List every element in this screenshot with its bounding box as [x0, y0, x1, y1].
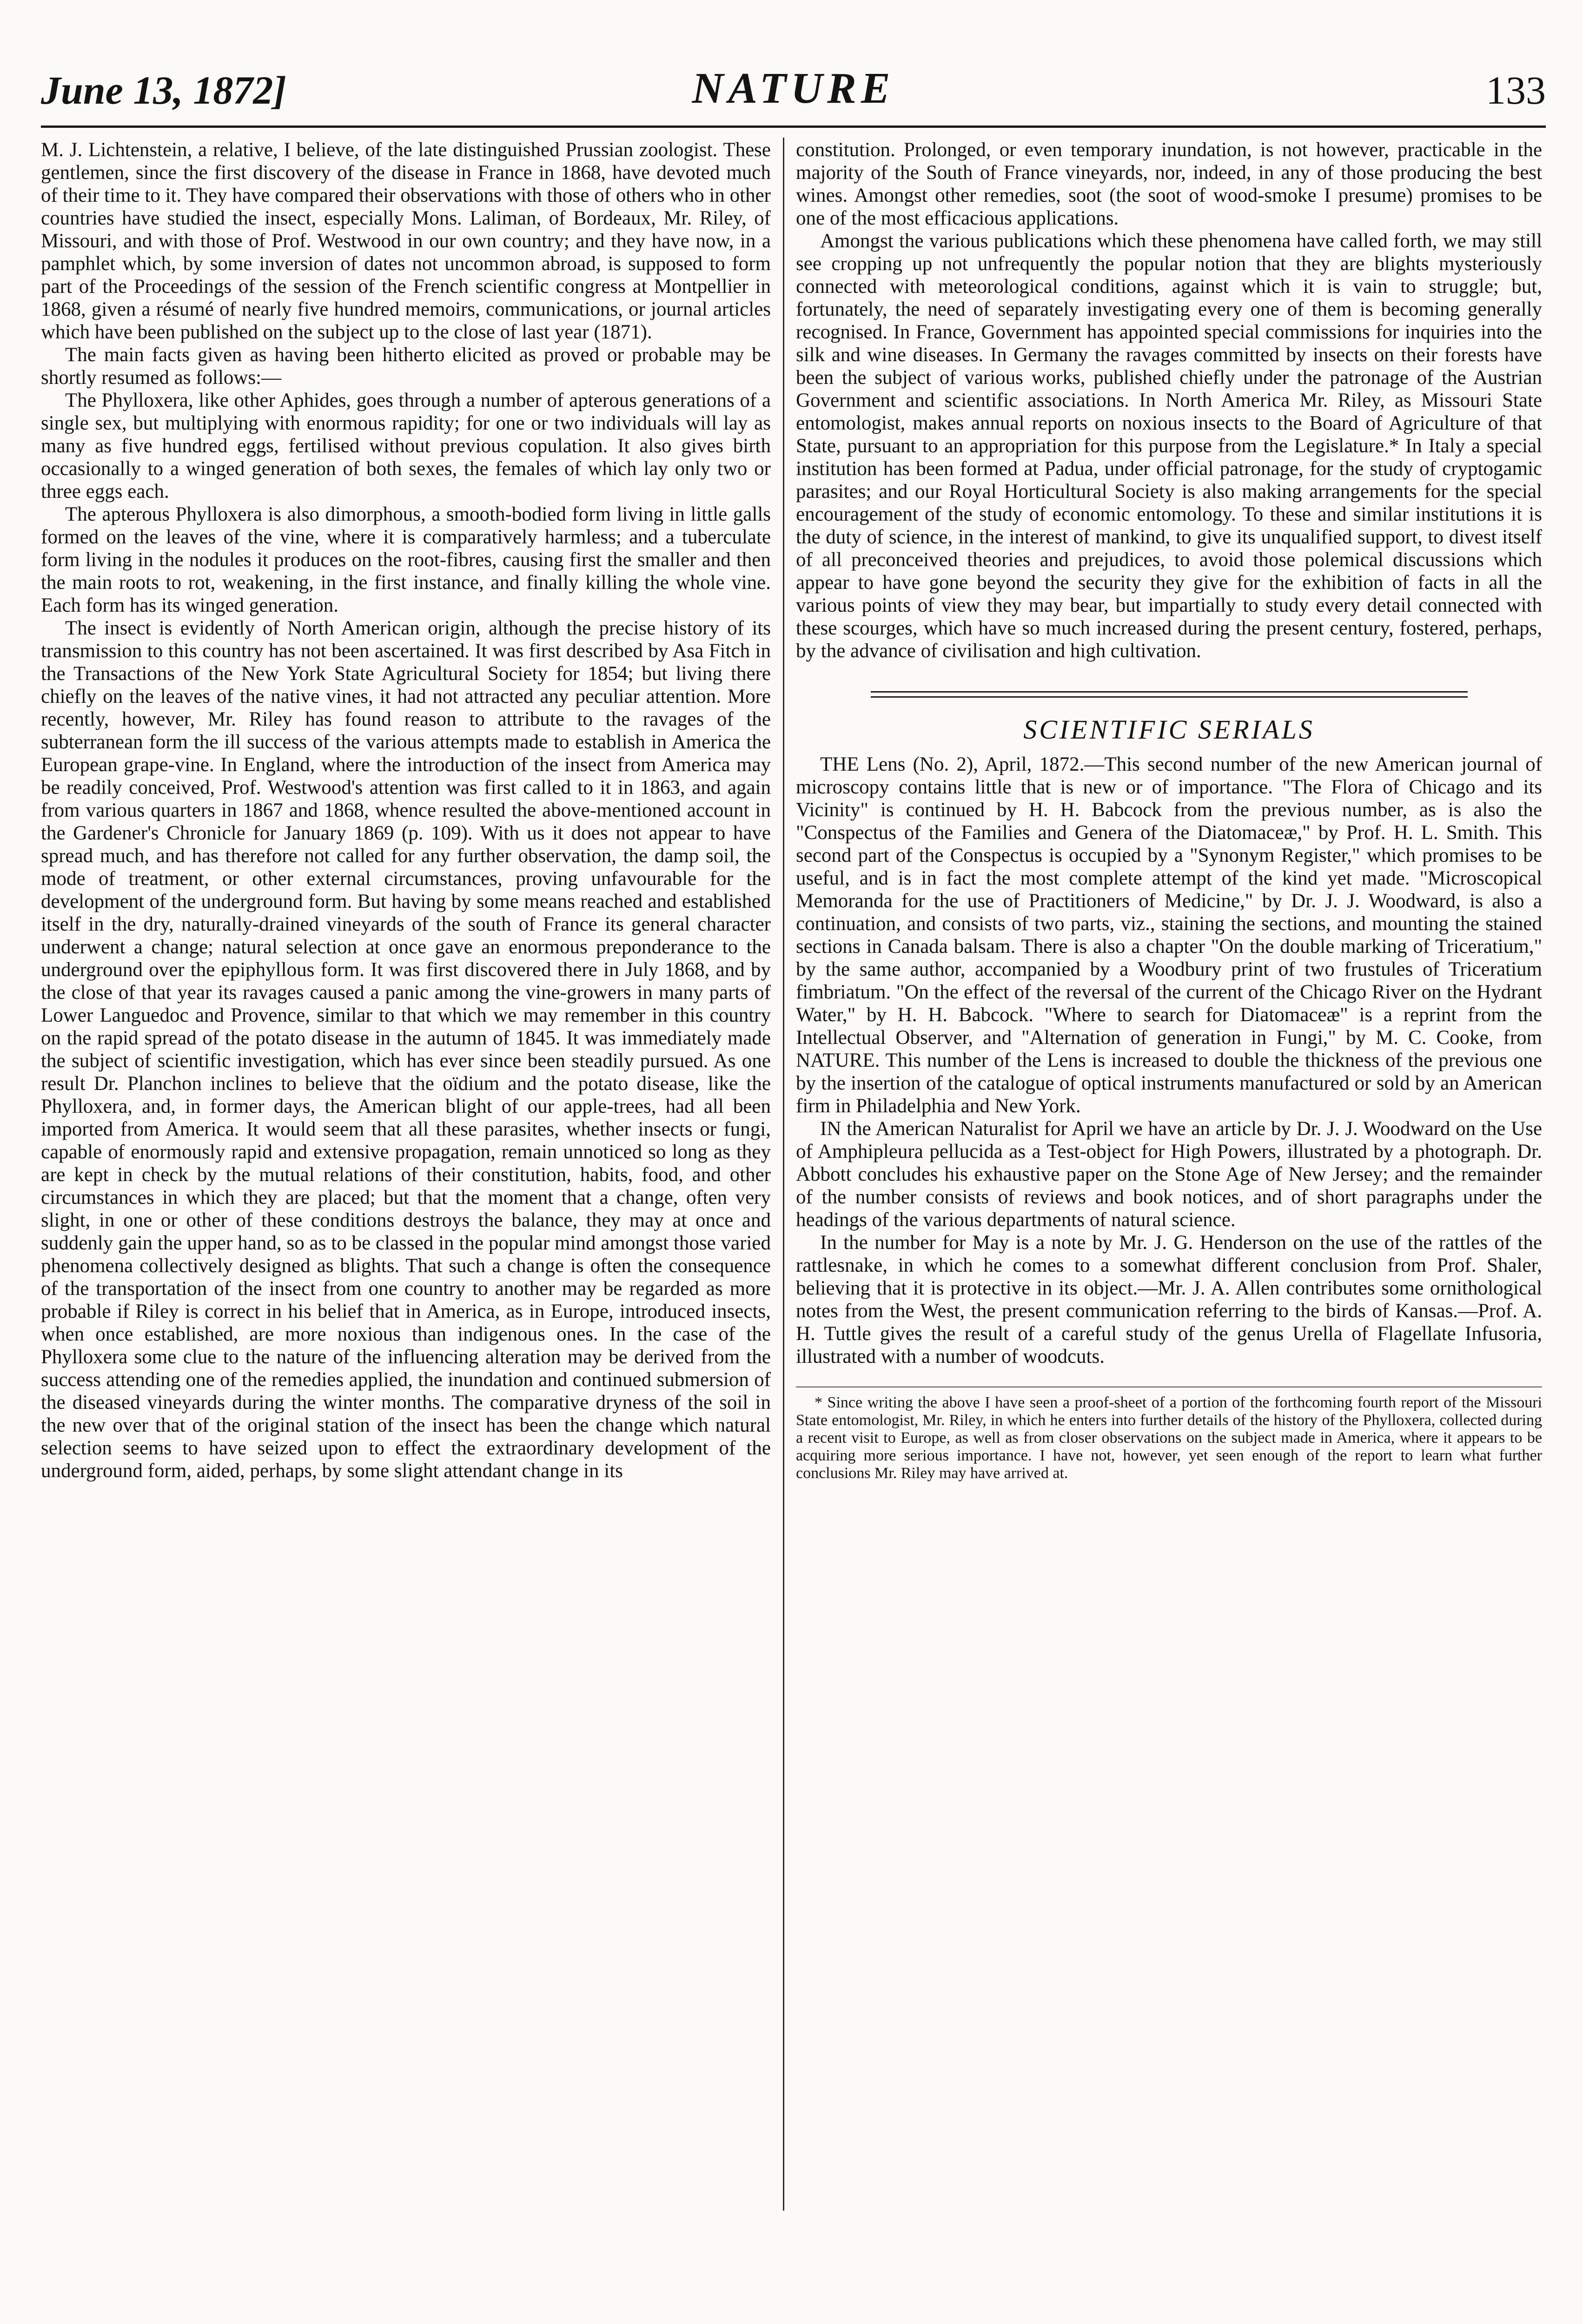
paragraph: The insect is evidently of North American origin, although the precise history of its transmission to this country has not been ascertained. It was first described by Asa Fitch in the Transactions of the New York State Agricultural Society for 1854; but living there chiefly on the leaves of the native vines, it had not attracted any peculiar attention. More recently, however, Mr. Riley has found reason to attribute to the ravages of the subterranean form the ill success of the various attempts made to establish in America the European grape-vine. In England, where the introduction of the insect from America may be readily conceived, Prof. Westwood's attention was first called to it in 1863, and again from various quarters in 1867 and 1868, whence resulted the above-mentioned account in the Gardener's Chronicle for January 1869 (p. 109). With us it does not appear to have spread much, and has therefore not called for any further observation, the damp soil, the mode of treatment, or other external circumstances, proving unfavourable for the development of the underground form. But having by some means reached and established itself in the dry, naturally-drained vineyards of the south of France its general character underwent a change; natural selection at once gave an enormous preponderance to the underground over the epiphyllous form. It was first discovered there in July 1868, and by the close of that year its ravages caused a panic among the vine-growers in many parts of Lower Languedoc and Provence, similar to that which we may remember in this country on the rapid spread of the potato disease in the autumn of 1845. It was immediately made the subject of scientific investigation, which has ever since been steadily pursued. As one result Dr. Planchon inclines to believe that the oïdium and the potato disease, like the Phylloxera, and, in former days, the American blight of our apple-trees, had all been imported from America. It would seem that all these parasites, whether insects or fungi, capable of enormously rapid and extensive propagation, remain unnoticed so long as they are kept in check by the mutual relations of their constitution, habits, food, and other circumstances in which they are placed; but that the moment that a change, often very slight, in one or other of these conditions destroys the balance, they may at once and suddenly gain the upper hand, so as to be classed in the popular mind amongst those varied phenomena collectively designed as blights. That such a change is often the consequence of the transportation of the insect from one country to another may be regarded as more probable if Riley is correct in his belief that in America, as in Europe, introduced insects, when once established, are more noxious than indigenous ones. In the case of the Phylloxera some clue to the nature of the influencing alteration may be derived from the success attending one of the remedies applied, the inundation and continued submersion of the diseased vineyards during the winter months. The comparative dryness of the soil in the new over that of the original station of the insect has been the change which natural selection seems to have seized upon to effect the extraordinary development of the underground form, aided, perhaps, by some slight attendant change in its — [41, 617, 771, 1482]
paragraph: constitution. Prolonged, or even temporary inundation, is not however, practicable in the majority of the South of France vineyards, nor, indeed, in any of those producing the best wines. Amongst other remedies, soot (the soot of wood-smoke I presume) promises to be one of the most efficacious applications. — [796, 139, 1542, 229]
issue-date: June 13, 1872] — [41, 68, 286, 112]
paragraph: The main facts given as having been hitherto elicited as proved or probable may be shortly resumed as follows:— — [41, 344, 771, 389]
footnote — [796, 1386, 1542, 1482]
left-column — [41, 139, 771, 1482]
paragraph: The apterous Phylloxera is also dimorphous, a smooth-bodied form living in little galls formed on the leaves of the vine, where it is comparatively harmless; and a tuberculate form living in the nodules it produces on the root-fibres, causing first the smaller and then the main roots to rot, weakening, in the first instance, and finally killing the whole vine. Each form has its winged generation. — [41, 503, 771, 616]
paragraph: IN the American Naturalist for April we have an article by Dr. J. J. Woodward on the Use of Amphipleura pellucida as a Test-object for High Powers, illustrated by a photograph. Dr. Abbott concludes his exhaustive paper on the Stone Age of New Jersey; and the remainder of the number consists of reviews and book notices, and of short paragraphs under the headings of the various departments of natural science. — [796, 1118, 1542, 1231]
paragraph: The Phylloxera, like other Aphides, goes through a number of apterous generations of a single sex, but multiplying with enormous rapidity; for one or two individuals will lay as many as five hundred eggs, fertilised without previous copulation. It also gives birth occasionally to a winged generation of both sexes, the females of which lay only two or three eggs each. — [41, 390, 771, 502]
footnote-text: * Since writing the above I have seen a proof-sheet of a portion of the forthcoming fourth report of the Missouri State entomologist, Mr. Riley, in which he enters into further details of the history of the Phylloxera, collected during a recent visit to Europe, as well as from closer observations on the subject made in America, where it appears to be acquiring more serious importance. I have not, however, yet seen enough of the report to learn what further conclusions Mr. Riley may have arrived at. — [796, 1394, 1542, 1482]
paragraph: Amongst the various publications which these phenomena have called forth, we may still see cropping up not unfrequently the popular notion that they are blights mysteriously connected with meteorological conditions, against which it is vain to struggle; but, fortunately, the need of separately investigating every one of them is becoming generally recognised. In France, Government has appointed special commissions for inquiries into the silk and wine diseases. In Germany the ravages committed by insects on their forests have been the subject of various works, published chiefly under the patronage of the Austrian Government and scientific associations. In North America Mr. Riley, as Missouri State entomologist, makes annual reports on noxious insects to the Board of Agriculture of that State, pursuant to an appropriation for this purpose from the Legislature.* In Italy a special institution has been formed at Padua, under official patronage, for the study of cryptogamic parasites; and our Royal Horticultural Society is also making arrangements for the special encouragement of the study of economic entomology. To these and similar institutions it is the duty of science, in the interest of mankind, to give its unqualified support, to divest itself of all preconceived theories and prejudices, to avoid those polemical discussions which appear to have gone beyond the security they give for the exhibition of facts in all the various points of view they may bear, but impartially to study every detail connected with these scourges, which have so much increased during the present century, fostered, perhaps, by the advance of civilisation and high cultivation. — [796, 230, 1542, 662]
section-title: SCIENTIFIC SERIALS — [1023, 714, 1315, 745]
paragraph: THE Lens (No. 2), April, 1872.—This second number of the new American journal of microscopy contains little that is new or of importance. "The Flora of Chicago and its Vicinity" is continued by H. H. Babcock from the previous number, as is also the "Conspectus of the Families and Genera of the Diatomaceæ," by Prof. H. L. Smith. This second part of the Conspectus is occupied by a "Synonym Register," which promises to be useful, and is in fact the most complete attempt of the kind yet made. "Microscopical Memoranda for the use of Practitioners of Medicine," by Dr. J. J. Woodward, is also a continuation, and consists of two parts, viz., staining the sections, and mounting the stained sections in Canada balsam. There is also a chapter "On the double marking of Triceratium," by the same author, accompanied by a Woodbury print of two frustules of Triceratium fimbriatum. "On the effect of the reversal of the current of the Chicago River on the Hydrant Water," by H. H. Babcock. "Where to search for Diatomaceæ" is a reprint from the Intellectual Observer, and "Alternation of generation in Fungi," by M. C. Cooke, from NATURE. This number of the Lens is increased to double the thickness of the previous one by the insertion of the catalogue of optical instruments manufactured or sold by an American firm in Philadelphia and New York. — [796, 753, 1542, 1117]
page-number: 133 — [1486, 68, 1546, 112]
column-divider — [783, 138, 784, 2211]
section-rule — [871, 691, 1468, 698]
paragraph: M. J. Lichtenstein, a relative, I believe, of the late distinguished Prussian zoologist. These gentlemen, since the first discovery of the disease in France in 1868, have devoted much of their time to it. They have compared their observations with those of others who in other countries have studied the insect, especially Mons. Laliman, of Bordeaux, Mr. Riley, of Missouri, and with those of Prof. Westwood in our own country; and they have now, in a pamphlet which, by some inversion of dates not uncommon abroad, is supposed to form part of the Proceedings of the session of the French scientific congress at Montpellier in 1868, given a résumé of nearly five hundred memoirs, communications, or journal articles which have been published on the subject up to the close of last year (1871). — [41, 139, 771, 343]
right-column — [796, 139, 1542, 1482]
page-header — [41, 56, 1546, 128]
journal-title: NATURE — [692, 64, 895, 112]
paragraph: In the number for May is a note by Mr. J. G. Henderson on the use of the rattles of the rattlesnake, in which he comes to a somewhat different conclusion from Prof. Shaler, believing that it is protective in its object.—Mr. J. A. Allen contributes some ornithological notes from the West, the present communication referring to the birds of Kansas.—Prof. A. H. Tuttle gives the result of a careful study of the genus Urella of Flagellate Infusoria, illustrated with a number of woodcuts. — [796, 1232, 1542, 1367]
